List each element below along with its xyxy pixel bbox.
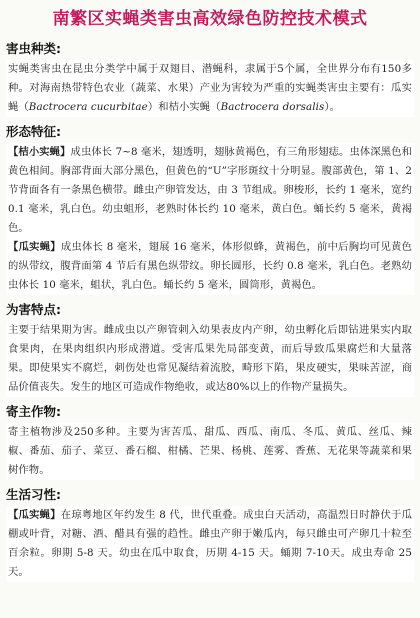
section-heading: 害虫种类: xyxy=(6,41,61,56)
section-heading: 为害特点: xyxy=(6,302,61,317)
section-body xyxy=(6,143,414,295)
text-run: 实蝇类害虫在昆虫分类学中属于双翅目、潜蝇科，隶属于5个属，全世界分布有150多种。对海南热带特色农业（蔬菜、水果）产业为害较为严重的实蝇类害虫主要有：瓜实蝇（ xyxy=(8,63,412,113)
section-heading: 形态特征: xyxy=(6,124,61,139)
latin-name: Bactrocera cucurbitae xyxy=(28,101,148,113)
paragraph xyxy=(8,506,412,582)
section xyxy=(6,301,414,397)
paragraph xyxy=(8,143,412,238)
text-run: 在琼粤地区年约发生 8 代，世代重叠。成虫白天活动，高温烈日时静伏于瓜棚或叶背，对糖、酒、醋具有强的趋性。雌虫产卵于嫩瓜内，每只雌虫可产卵几十粒至百余粒。卵期 5-8 天。幼虫在瓜中取食，历期 4-15 天。蛹期 7-10天。成虫寿命 25 天。 xyxy=(8,509,412,578)
paragraph xyxy=(8,423,412,480)
species-tag: 【桔小实蝇】 xyxy=(8,146,71,158)
text-run: ）。 xyxy=(324,101,341,113)
section-heading: 寄主作物: xyxy=(6,404,61,419)
section-heading: 生活习性: xyxy=(6,487,61,502)
text-run: ）和桔小实蝇（ xyxy=(147,101,221,113)
text-run: 成虫体长 7~8 毫米，翅透明，翅脉黄褐色，有三角形翅痣。虫体深黑色和黄色相间。胸部背面大部分黑色，但黄色的“U”字形斑纹十分明显。腹部黄色，第 1、2 节背面各有一条黑色横带。雌虫产卵管发达，由 3 节组成。卵梭形，长约 1 毫米，宽约 0.1 毫米，乳白色。幼虫蛆形，老熟时体长约 10 毫米，黄白色。蛹长约 5 毫米，黄褐色。 xyxy=(8,146,412,234)
section xyxy=(6,40,414,117)
paragraph xyxy=(8,60,412,117)
section-body xyxy=(6,321,414,397)
paragraph xyxy=(8,321,412,397)
species-tag: 【瓜实蝇】 xyxy=(8,509,61,521)
text-run: 寄主植物涉及250多种。主要为害苦瓜、甜瓜、西瓜、南瓜、冬瓜、黄瓜、丝瓜、辣椒、番茄、茄子、菜豆、番石榴、柑橘、芒果、杨桃、莲雾、香蕉、无花果等蔬菜和果树作物。 xyxy=(8,426,412,476)
document-title: 南繁区实蝇类害虫高效绿色防控技术模式 xyxy=(52,9,368,29)
section xyxy=(6,403,414,480)
section-body xyxy=(6,60,414,117)
document-sections xyxy=(6,40,414,582)
section-body xyxy=(6,423,414,480)
paragraph xyxy=(8,238,412,295)
latin-name: Bactrocera dorsalis xyxy=(220,101,325,113)
section-body xyxy=(6,506,414,582)
section xyxy=(6,486,414,582)
section xyxy=(6,123,414,295)
text-run: 成虫体长 8 毫米，翅展 16 毫米，体形似蜂，黄褐色，前中后胸均可见黄色的纵带纹，腹背面第 4 节后有黑色纵带纹。卵长圆形，长约 0.8 毫米，乳白色。老熟幼虫体长 10 毫米，蛆状，乳白色。蛹长约 5 毫米，圆筒形，黄褐色。 xyxy=(8,241,413,291)
text-run: 主要于结果期为害。雌成虫以产卵管刺入幼果表皮内产卵，幼虫孵化后即钻进果实内取食果肉，在果肉组织内形成潜道。受害瓜果先局部变黄，而后导致瓜果腐烂和大量落果。即使果实不腐烂，刺伤处也常见凝结着流胶，畸形下陷，果皮硬实，果味苦涩，商品价值丧失。发生的地区可造成作物绝收，或达80%以上的作物产量损失。 xyxy=(8,324,412,393)
species-tag: 【瓜实蝇】 xyxy=(8,241,61,253)
